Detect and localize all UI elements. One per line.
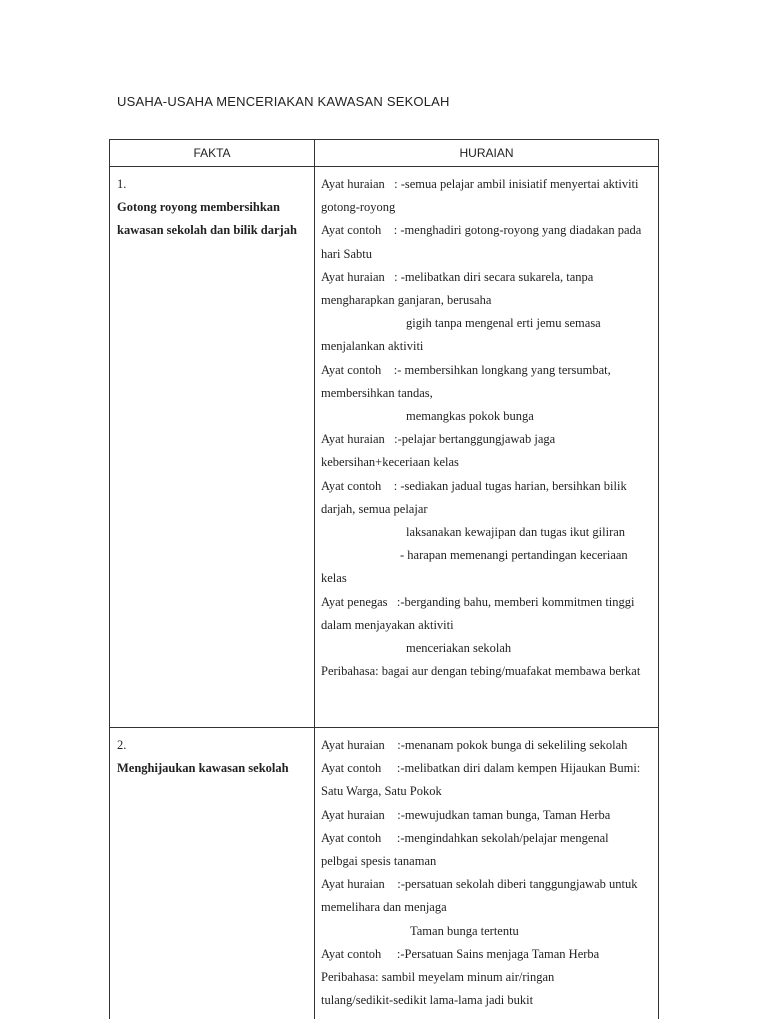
huraian-line: menceriakan sekolah [406, 641, 512, 656]
document-title: USAHA-USAHA MENCERIAKAN KAWASAN SEKOLAH [117, 94, 450, 109]
huraian-cell [315, 728, 659, 1020]
huraian-line: Ayat contoh :- membersihkan longkang yang tersumbat, [321, 362, 611, 377]
huraian-line: tulang/sedikit-sedikit lama-lama jadi bukit [321, 993, 534, 1008]
huraian-line: Ayat contoh :-Persatuan Sains menjaga Taman Herba [321, 946, 600, 961]
huraian-line: Ayat penegas :-berganding bahu, memberi kommitmen tinggi [321, 594, 635, 609]
huraian-line: Ayat huraian :-persatuan sekolah diberi tanggungjawab untuk [321, 877, 638, 892]
huraian-line: mengharapkan ganjaran, berusaha [321, 293, 492, 308]
huraian-line: - harapan memenangi pertandingan keceriaan [400, 548, 628, 563]
huraian-line: Ayat huraian : -melibatkan diri secara sukarela, tanpa [321, 269, 594, 284]
header-fakta: FAKTA [110, 140, 315, 167]
huraian-line: Ayat contoh :-melibatkan diri dalam kempen Hijaukan Bumi: [321, 761, 641, 776]
huraian-line: membersihkan tandas, [321, 385, 433, 400]
huraian-line: dalam menjayakan aktiviti [321, 617, 454, 632]
table-row [110, 167, 659, 728]
fakta-title: Gotong royong membersihkan kawasan sekolah dan bilik darjah [117, 200, 297, 238]
huraian-line: Peribahasa: sambil meyelam minum air/ringan [321, 970, 555, 985]
huraian-line: Ayat contoh : -menghadiri gotong-royong yang diadakan pada [321, 223, 642, 238]
huraian-line: pelbgai spesis tanaman [321, 854, 437, 869]
fakta-number: 1. [117, 177, 127, 191]
fakta-cell [110, 167, 315, 728]
huraian-line: Ayat huraian :-pelajar bertanggungjawab jaga [321, 432, 556, 447]
huraian-line: Ayat huraian :-mewujudkan taman bunga, Taman Herba [321, 807, 611, 822]
huraian-line: gotong-royong [321, 200, 396, 215]
huraian-line: laksanakan kewajipan dan tugas ikut giliran [406, 525, 626, 540]
fakta-number: 2. [117, 738, 127, 752]
huraian-line: gigih tanpa mengenal erti jemu semasa [406, 316, 601, 331]
huraian-line: memangkas pokok bunga [406, 409, 534, 424]
huraian-line: darjah, semua pelajar [321, 501, 428, 516]
huraian-line: Ayat contoh :-mengindahkan sekolah/pelajar mengenal [321, 830, 609, 845]
huraian-line: Ayat huraian : -semua pelajar ambil inisiatif menyertai aktiviti [321, 177, 639, 191]
huraian-line: Ayat huraian :-menanam pokok bunga di sekeliling sekolah [321, 738, 628, 752]
huraian-line: memelihara dan menjaga [321, 900, 447, 915]
huraian-line: kelas [321, 571, 347, 586]
fakta-title: Menghijaukan kawasan sekolah [117, 761, 289, 776]
table-row [110, 728, 659, 1020]
huraian-line: Ayat contoh : -sediakan jadual tugas harian, bersihkan bilik [321, 478, 627, 493]
huraian-cell [315, 167, 659, 728]
fakta-huraian-table [109, 139, 659, 1019]
huraian-line: Satu Warga, Satu Pokok [321, 784, 442, 799]
huraian-line: kebersihan+keceriaan kelas [321, 455, 459, 470]
huraian-line: Peribahasa: bagai aur dengan tebing/muafakat membawa berkat [321, 664, 641, 679]
huraian-line: menjalankan aktiviti [321, 339, 424, 354]
table-header-row [110, 140, 659, 167]
header-huraian: HURAIAN [315, 140, 659, 167]
huraian-line: hari Sabtu [321, 246, 373, 261]
huraian-line: Taman bunga tertentu [410, 923, 519, 938]
fakta-cell [110, 728, 315, 1020]
